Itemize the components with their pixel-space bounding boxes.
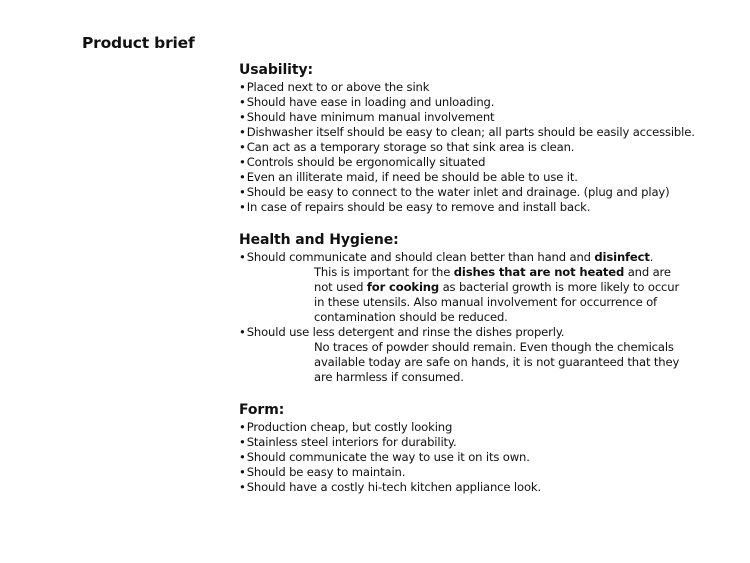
list-item: •Should communicate and should clean better than hand and disinfect. <box>239 250 654 264</box>
list-item: •Should communicate the way to use it on its own. <box>239 450 530 464</box>
list-item: •Stainless steel interiors for durability. <box>239 435 457 449</box>
list-item: •Should have a costly hi-tech kitchen appliance look. <box>239 480 541 494</box>
list-item: •In case of repairs should be easy to remove and install back. <box>239 200 591 214</box>
bullet-icon: • <box>239 325 246 339</box>
bullet-icon: • <box>239 420 246 434</box>
form-heading: Form: <box>239 402 285 418</box>
list-item: •Production cheap, but costly looking <box>239 420 453 434</box>
list-item: •Should be easy to connect to the water inlet and drainage. (plug and play) <box>239 185 670 199</box>
bullet-icon: • <box>239 450 246 464</box>
list-item: •Should use less detergent and rinse the dishes properly. <box>239 325 565 339</box>
list-item: •Can act as a temporary storage so that sink area is clean. <box>239 140 575 154</box>
bullet-icon: • <box>239 250 246 264</box>
form-section <box>239 402 739 495</box>
list-item: •Dishwasher itself should be easy to clean; all parts should be easily accessible. <box>239 125 695 139</box>
emphasis-text: disinfect <box>594 250 650 264</box>
list-item: •Even an illiterate maid, if need be should be able to use it. <box>239 170 578 184</box>
bullet-icon: • <box>239 125 246 139</box>
usability-section <box>239 62 739 215</box>
emphasis-text: for cooking <box>366 280 440 294</box>
list-item: •Controls should be ergonomically situated <box>239 155 486 169</box>
list-item: •Should have ease in loading and unloading. <box>239 95 495 109</box>
health-section <box>239 232 739 385</box>
emphasis-text: dishes that are not heated <box>453 265 625 279</box>
bullet-icon: • <box>239 200 246 214</box>
bullet-icon: • <box>239 185 246 199</box>
bullet-icon: • <box>239 95 246 109</box>
bullet-icon: • <box>239 465 246 479</box>
explanation-note: This is important for the dishes that are not heated and are not used for cooking as bacterial growth is more likely to occur in these utensils. Also manual involvement for occurrence of contamination should be reduced. <box>314 265 680 324</box>
bullet-icon: • <box>239 435 246 449</box>
bullet-icon: • <box>239 170 246 184</box>
page-title: Product brief <box>82 34 195 52</box>
bullet-icon: • <box>239 155 246 169</box>
brief-content <box>239 62 739 512</box>
list-item: •Should have minimum manual involvement <box>239 110 495 124</box>
explanation-note: No traces of powder should remain. Even though the chemicals available today are safe on hands, it is not guaranteed that they are harmless if consumed. <box>314 340 680 384</box>
list-item: •Should be easy to maintain. <box>239 465 406 479</box>
list-item: •Placed next to or above the sink <box>239 80 430 94</box>
bullet-icon: • <box>239 80 246 94</box>
bullet-icon: • <box>239 140 246 154</box>
bullet-icon: • <box>239 480 246 494</box>
bullet-icon: • <box>239 110 246 124</box>
health-heading: Health and Hygiene: <box>239 232 399 248</box>
usability-heading: Usability: <box>239 62 313 78</box>
